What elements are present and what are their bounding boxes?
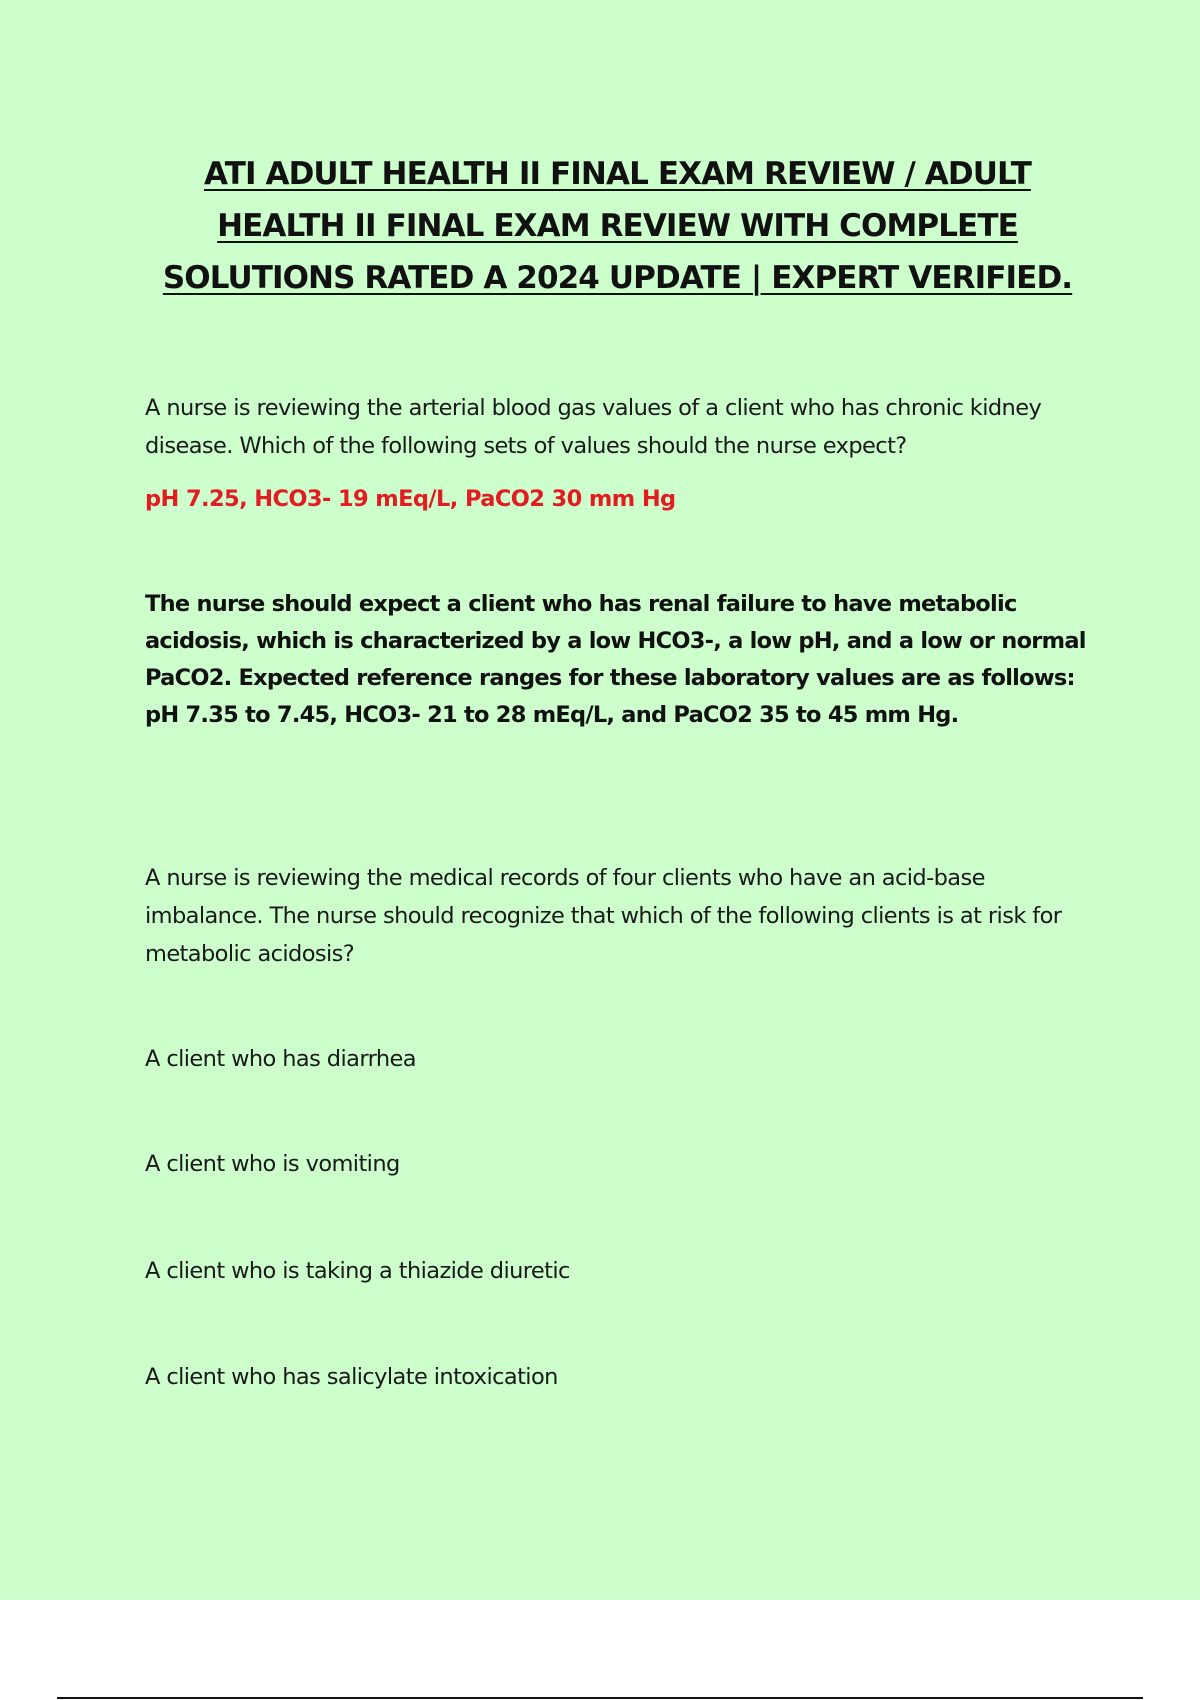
title-line-2: HEALTH II FINAL EXAM REVIEW WITH COMPLETE (217, 208, 1018, 244)
question-2-prompt: A nurse is reviewing the medical records of four clients who have an acid-base imbalance. The nurse should recognize that which of the following clients is at risk for metabolic acidosis? (145, 865, 1062, 967)
document-title (145, 148, 1090, 304)
answer-option-3: A client who is taking a thiazide diuretic (145, 1258, 570, 1284)
answer-option-4: A client who has salicylate intoxication (145, 1364, 558, 1390)
answer-option-2: A client who is vomiting (145, 1151, 400, 1177)
question-1-answer: pH 7.25, HCO3- 19 mEq/L, PaCO2 30 mm Hg (145, 486, 676, 512)
question-1-prompt: A nurse is reviewing the arterial blood gas values of a client who has chronic kidney disease. Which of the following sets of values should the nurse expect? (145, 395, 1042, 459)
title-line-1: ATI ADULT HEALTH II FINAL EXAM REVIEW / ADULT (204, 156, 1031, 192)
title-line-3: SOLUTIONS RATED A 2024 UPDATE | EXPERT VERIFIED. (162, 260, 1073, 296)
question-1-rationale: The nurse should expect a client who has renal failure to have metabolic acidosis, which is characterized by a low HCO3-, a low pH, and a low or normal PaCO2. Expected reference ranges for these laboratory values are as follows: pH 7.35 to 7.45, HCO3- 21 to 28 mEq/L, and PaCO2 35 to 45 mm Hg. (145, 591, 1086, 728)
answer-option-1: A client who has diarrhea (145, 1046, 416, 1072)
footer-divider (57, 1697, 1143, 1699)
